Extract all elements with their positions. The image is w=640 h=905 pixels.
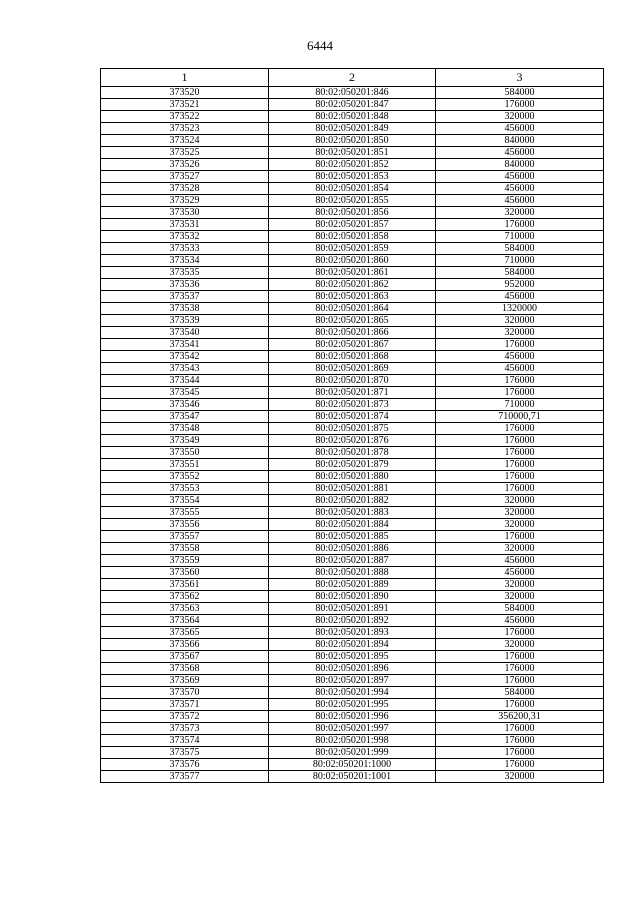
table-row bbox=[101, 615, 604, 627]
record-number-cell: 373530 bbox=[101, 207, 269, 219]
table-row bbox=[101, 399, 604, 411]
value-cell: 320000 bbox=[436, 543, 604, 555]
record-number-cell: 373538 bbox=[101, 303, 269, 315]
table-row bbox=[101, 663, 604, 675]
cadastral-number-cell: 80:02:050201:849 bbox=[269, 123, 436, 135]
table-row bbox=[101, 207, 604, 219]
cadastral-number-cell: 80:02:050201:890 bbox=[269, 591, 436, 603]
table-row bbox=[101, 555, 604, 567]
record-number-cell: 373529 bbox=[101, 195, 269, 207]
value-cell: 176000 bbox=[436, 387, 604, 399]
value-cell: 176000 bbox=[436, 735, 604, 747]
value-cell: 710000 bbox=[436, 255, 604, 267]
record-number-cell: 373536 bbox=[101, 279, 269, 291]
table-row bbox=[101, 687, 604, 699]
cadastral-number-cell: 80:02:050201:848 bbox=[269, 111, 436, 123]
table-row bbox=[101, 711, 604, 723]
cadastral-number-cell: 80:02:050201:867 bbox=[269, 339, 436, 351]
value-cell: 176000 bbox=[436, 459, 604, 471]
table-row bbox=[101, 543, 604, 555]
cadastral-number-cell: 80:02:050201:889 bbox=[269, 579, 436, 591]
table-row bbox=[101, 375, 604, 387]
registry-table bbox=[100, 68, 604, 783]
page-number: 6444 bbox=[307, 38, 333, 53]
cadastral-number-cell: 80:02:050201:859 bbox=[269, 243, 436, 255]
record-number-cell: 373562 bbox=[101, 591, 269, 603]
value-cell: 840000 bbox=[436, 135, 604, 147]
value-cell: 456000 bbox=[436, 351, 604, 363]
record-number-cell: 373551 bbox=[101, 459, 269, 471]
value-cell: 320000 bbox=[436, 519, 604, 531]
record-number-cell: 373531 bbox=[101, 219, 269, 231]
table-row bbox=[101, 87, 604, 99]
value-cell: 952000 bbox=[436, 279, 604, 291]
value-cell: 320000 bbox=[436, 495, 604, 507]
record-number-cell: 373537 bbox=[101, 291, 269, 303]
record-number-cell: 373526 bbox=[101, 159, 269, 171]
cadastral-number-cell: 80:02:050201:869 bbox=[269, 363, 436, 375]
table-row bbox=[101, 639, 604, 651]
cadastral-number-cell: 80:02:050201:851 bbox=[269, 147, 436, 159]
cadastral-number-cell: 80:02:050201:871 bbox=[269, 387, 436, 399]
cadastral-number-cell: 80:02:050201:847 bbox=[269, 99, 436, 111]
cadastral-number-cell: 80:02:050201:882 bbox=[269, 495, 436, 507]
cadastral-number-cell: 80:02:050201:852 bbox=[269, 159, 436, 171]
record-number-cell: 373556 bbox=[101, 519, 269, 531]
record-number-cell: 373520 bbox=[101, 87, 269, 99]
value-cell: 1320000 bbox=[436, 303, 604, 315]
value-cell: 176000 bbox=[436, 651, 604, 663]
value-cell: 710000,71 bbox=[436, 411, 604, 423]
cadastral-number-cell: 80:02:050201:888 bbox=[269, 567, 436, 579]
value-cell: 320000 bbox=[436, 579, 604, 591]
cadastral-number-cell: 80:02:050201:868 bbox=[269, 351, 436, 363]
value-cell: 176000 bbox=[436, 471, 604, 483]
value-cell: 320000 bbox=[436, 207, 604, 219]
table-row bbox=[101, 567, 604, 579]
cadastral-number-cell: 80:02:050201:873 bbox=[269, 399, 436, 411]
table-row bbox=[101, 291, 604, 303]
record-number-cell: 373563 bbox=[101, 603, 269, 615]
table-row bbox=[101, 519, 604, 531]
cadastral-number-cell: 80:02:050201:878 bbox=[269, 447, 436, 459]
record-number-cell: 373525 bbox=[101, 147, 269, 159]
table-row bbox=[101, 279, 604, 291]
value-cell: 320000 bbox=[436, 507, 604, 519]
cadastral-number-cell: 80:02:050201:857 bbox=[269, 219, 436, 231]
record-number-cell: 373546 bbox=[101, 399, 269, 411]
record-number-cell: 373557 bbox=[101, 531, 269, 543]
table-row bbox=[101, 363, 604, 375]
value-cell: 176000 bbox=[436, 699, 604, 711]
record-number-cell: 373554 bbox=[101, 495, 269, 507]
record-number-cell: 373565 bbox=[101, 627, 269, 639]
table-row bbox=[101, 603, 604, 615]
record-number-cell: 373555 bbox=[101, 507, 269, 519]
cadastral-number-cell: 80:02:050201:996 bbox=[269, 711, 436, 723]
value-cell: 176000 bbox=[436, 423, 604, 435]
cadastral-number-cell: 80:02:050201:885 bbox=[269, 531, 436, 543]
cadastral-number-cell: 80:02:050201:876 bbox=[269, 435, 436, 447]
record-number-cell: 373567 bbox=[101, 651, 269, 663]
value-cell: 356200,31 bbox=[436, 711, 604, 723]
cadastral-number-cell: 80:02:050201:894 bbox=[269, 639, 436, 651]
table-row bbox=[101, 495, 604, 507]
record-number-cell: 373561 bbox=[101, 579, 269, 591]
cadastral-number-cell: 80:02:050201:858 bbox=[269, 231, 436, 243]
cadastral-number-cell: 80:02:050201:861 bbox=[269, 267, 436, 279]
record-number-cell: 373544 bbox=[101, 375, 269, 387]
cadastral-number-cell: 80:02:050201:856 bbox=[269, 207, 436, 219]
record-number-cell: 373545 bbox=[101, 387, 269, 399]
cadastral-number-cell: 80:02:050201:887 bbox=[269, 555, 436, 567]
table-row bbox=[101, 159, 604, 171]
table-row bbox=[101, 699, 604, 711]
cadastral-number-cell: 80:02:050201:893 bbox=[269, 627, 436, 639]
value-cell: 176000 bbox=[436, 747, 604, 759]
value-cell: 176000 bbox=[436, 447, 604, 459]
record-number-cell: 373566 bbox=[101, 639, 269, 651]
value-cell: 176000 bbox=[436, 759, 604, 771]
table-row bbox=[101, 459, 604, 471]
value-cell: 456000 bbox=[436, 183, 604, 195]
record-number-cell: 373533 bbox=[101, 243, 269, 255]
cadastral-number-cell: 80:02:050201:998 bbox=[269, 735, 436, 747]
cadastral-number-cell: 80:02:050201:855 bbox=[269, 195, 436, 207]
value-cell: 456000 bbox=[436, 291, 604, 303]
record-number-cell: 373540 bbox=[101, 327, 269, 339]
cadastral-number-cell: 80:02:050201:997 bbox=[269, 723, 436, 735]
record-number-cell: 373552 bbox=[101, 471, 269, 483]
record-number-cell: 373548 bbox=[101, 423, 269, 435]
record-number-cell: 373542 bbox=[101, 351, 269, 363]
record-number-cell: 373564 bbox=[101, 615, 269, 627]
cadastral-number-cell: 80:02:050201:886 bbox=[269, 543, 436, 555]
value-cell: 456000 bbox=[436, 363, 604, 375]
cadastral-number-cell: 80:02:050201:860 bbox=[269, 255, 436, 267]
record-number-cell: 373524 bbox=[101, 135, 269, 147]
table-row bbox=[101, 315, 604, 327]
record-number-cell: 373576 bbox=[101, 759, 269, 771]
cadastral-number-cell: 80:02:050201:897 bbox=[269, 675, 436, 687]
table-row bbox=[101, 735, 604, 747]
cadastral-number-cell: 80:02:050201:850 bbox=[269, 135, 436, 147]
cadastral-number-cell: 80:02:050201:884 bbox=[269, 519, 436, 531]
cadastral-number-cell: 80:02:050201:862 bbox=[269, 279, 436, 291]
column-header-1: 1 bbox=[101, 69, 269, 87]
record-number-cell: 373560 bbox=[101, 567, 269, 579]
table-row bbox=[101, 675, 604, 687]
value-cell: 710000 bbox=[436, 399, 604, 411]
value-cell: 320000 bbox=[436, 591, 604, 603]
table-row bbox=[101, 435, 604, 447]
table-row bbox=[101, 759, 604, 771]
record-number-cell: 373574 bbox=[101, 735, 269, 747]
record-number-cell: 373572 bbox=[101, 711, 269, 723]
table-row bbox=[101, 651, 604, 663]
record-number-cell: 373575 bbox=[101, 747, 269, 759]
table-row bbox=[101, 303, 604, 315]
cadastral-number-cell: 80:02:050201:875 bbox=[269, 423, 436, 435]
record-number-cell: 373573 bbox=[101, 723, 269, 735]
value-cell: 176000 bbox=[436, 219, 604, 231]
table-row bbox=[101, 327, 604, 339]
cadastral-number-cell: 80:02:050201:853 bbox=[269, 171, 436, 183]
table-header bbox=[101, 69, 604, 87]
record-number-cell: 373558 bbox=[101, 543, 269, 555]
value-cell: 584000 bbox=[436, 687, 604, 699]
record-number-cell: 373528 bbox=[101, 183, 269, 195]
record-number-cell: 373569 bbox=[101, 675, 269, 687]
header-row bbox=[101, 69, 604, 87]
table-row bbox=[101, 99, 604, 111]
cadastral-number-cell: 80:02:050201:895 bbox=[269, 651, 436, 663]
value-cell: 840000 bbox=[436, 159, 604, 171]
table-row bbox=[101, 591, 604, 603]
value-cell: 456000 bbox=[436, 567, 604, 579]
table-row bbox=[101, 411, 604, 423]
value-cell: 584000 bbox=[436, 603, 604, 615]
value-cell: 710000 bbox=[436, 231, 604, 243]
column-header-3: 3 bbox=[436, 69, 604, 87]
record-number-cell: 373568 bbox=[101, 663, 269, 675]
table-row bbox=[101, 483, 604, 495]
value-cell: 176000 bbox=[436, 663, 604, 675]
value-cell: 456000 bbox=[436, 195, 604, 207]
table-row bbox=[101, 255, 604, 267]
table-row bbox=[101, 423, 604, 435]
record-number-cell: 373543 bbox=[101, 363, 269, 375]
table-row bbox=[101, 267, 604, 279]
value-cell: 320000 bbox=[436, 327, 604, 339]
record-number-cell: 373549 bbox=[101, 435, 269, 447]
record-number-cell: 373522 bbox=[101, 111, 269, 123]
cadastral-number-cell: 80:02:050201:870 bbox=[269, 375, 436, 387]
record-number-cell: 373559 bbox=[101, 555, 269, 567]
cadastral-number-cell: 80:02:050201:1000 bbox=[269, 759, 436, 771]
table-row bbox=[101, 171, 604, 183]
cadastral-number-cell: 80:02:050201:994 bbox=[269, 687, 436, 699]
cadastral-number-cell: 80:02:050201:866 bbox=[269, 327, 436, 339]
record-number-cell: 373571 bbox=[101, 699, 269, 711]
value-cell: 456000 bbox=[436, 171, 604, 183]
value-cell: 456000 bbox=[436, 615, 604, 627]
value-cell: 320000 bbox=[436, 315, 604, 327]
cadastral-number-cell: 80:02:050201:880 bbox=[269, 471, 436, 483]
table-body bbox=[101, 87, 604, 783]
record-number-cell: 373534 bbox=[101, 255, 269, 267]
table-row bbox=[101, 531, 604, 543]
table-row bbox=[101, 183, 604, 195]
value-cell: 456000 bbox=[436, 123, 604, 135]
value-cell: 584000 bbox=[436, 267, 604, 279]
table-row bbox=[101, 447, 604, 459]
record-number-cell: 373523 bbox=[101, 123, 269, 135]
record-number-cell: 373553 bbox=[101, 483, 269, 495]
cadastral-number-cell: 80:02:050201:874 bbox=[269, 411, 436, 423]
cadastral-number-cell: 80:02:050201:865 bbox=[269, 315, 436, 327]
table-row bbox=[101, 771, 604, 783]
value-cell: 320000 bbox=[436, 111, 604, 123]
value-cell: 456000 bbox=[436, 555, 604, 567]
cadastral-number-cell: 80:02:050201:863 bbox=[269, 291, 436, 303]
value-cell: 176000 bbox=[436, 483, 604, 495]
value-cell: 176000 bbox=[436, 627, 604, 639]
record-number-cell: 373541 bbox=[101, 339, 269, 351]
table-row bbox=[101, 147, 604, 159]
value-cell: 176000 bbox=[436, 723, 604, 735]
cadastral-number-cell: 80:02:050201:892 bbox=[269, 615, 436, 627]
table-row bbox=[101, 219, 604, 231]
record-number-cell: 373539 bbox=[101, 315, 269, 327]
value-cell: 320000 bbox=[436, 771, 604, 783]
cadastral-number-cell: 80:02:050201:883 bbox=[269, 507, 436, 519]
table-row bbox=[101, 471, 604, 483]
cadastral-number-cell: 80:02:050201:1001 bbox=[269, 771, 436, 783]
table-row bbox=[101, 339, 604, 351]
record-number-cell: 373547 bbox=[101, 411, 269, 423]
table-row bbox=[101, 195, 604, 207]
value-cell: 176000 bbox=[436, 531, 604, 543]
table-row bbox=[101, 231, 604, 243]
table-row bbox=[101, 747, 604, 759]
column-header-2: 2 bbox=[269, 69, 436, 87]
record-number-cell: 373521 bbox=[101, 99, 269, 111]
table-row bbox=[101, 387, 604, 399]
table-row bbox=[101, 627, 604, 639]
cadastral-number-cell: 80:02:050201:891 bbox=[269, 603, 436, 615]
value-cell: 456000 bbox=[436, 147, 604, 159]
table-row bbox=[101, 123, 604, 135]
table-row bbox=[101, 579, 604, 591]
table-row bbox=[101, 111, 604, 123]
value-cell: 584000 bbox=[436, 243, 604, 255]
cadastral-number-cell: 80:02:050201:846 bbox=[269, 87, 436, 99]
table-row bbox=[101, 135, 604, 147]
value-cell: 176000 bbox=[436, 675, 604, 687]
cadastral-number-cell: 80:02:050201:999 bbox=[269, 747, 436, 759]
record-number-cell: 373527 bbox=[101, 171, 269, 183]
table-row bbox=[101, 723, 604, 735]
value-cell: 176000 bbox=[436, 435, 604, 447]
cadastral-number-cell: 80:02:050201:896 bbox=[269, 663, 436, 675]
record-number-cell: 373570 bbox=[101, 687, 269, 699]
cadastral-number-cell: 80:02:050201:854 bbox=[269, 183, 436, 195]
value-cell: 584000 bbox=[436, 87, 604, 99]
table-row bbox=[101, 243, 604, 255]
value-cell: 320000 bbox=[436, 639, 604, 651]
cadastral-number-cell: 80:02:050201:995 bbox=[269, 699, 436, 711]
cadastral-number-cell: 80:02:050201:881 bbox=[269, 483, 436, 495]
record-number-cell: 373550 bbox=[101, 447, 269, 459]
record-number-cell: 373577 bbox=[101, 771, 269, 783]
record-number-cell: 373532 bbox=[101, 231, 269, 243]
cadastral-number-cell: 80:02:050201:864 bbox=[269, 303, 436, 315]
value-cell: 176000 bbox=[436, 99, 604, 111]
cadastral-number-cell: 80:02:050201:879 bbox=[269, 459, 436, 471]
table-row bbox=[101, 351, 604, 363]
table-row bbox=[101, 507, 604, 519]
value-cell: 176000 bbox=[436, 375, 604, 387]
record-number-cell: 373535 bbox=[101, 267, 269, 279]
value-cell: 176000 bbox=[436, 339, 604, 351]
